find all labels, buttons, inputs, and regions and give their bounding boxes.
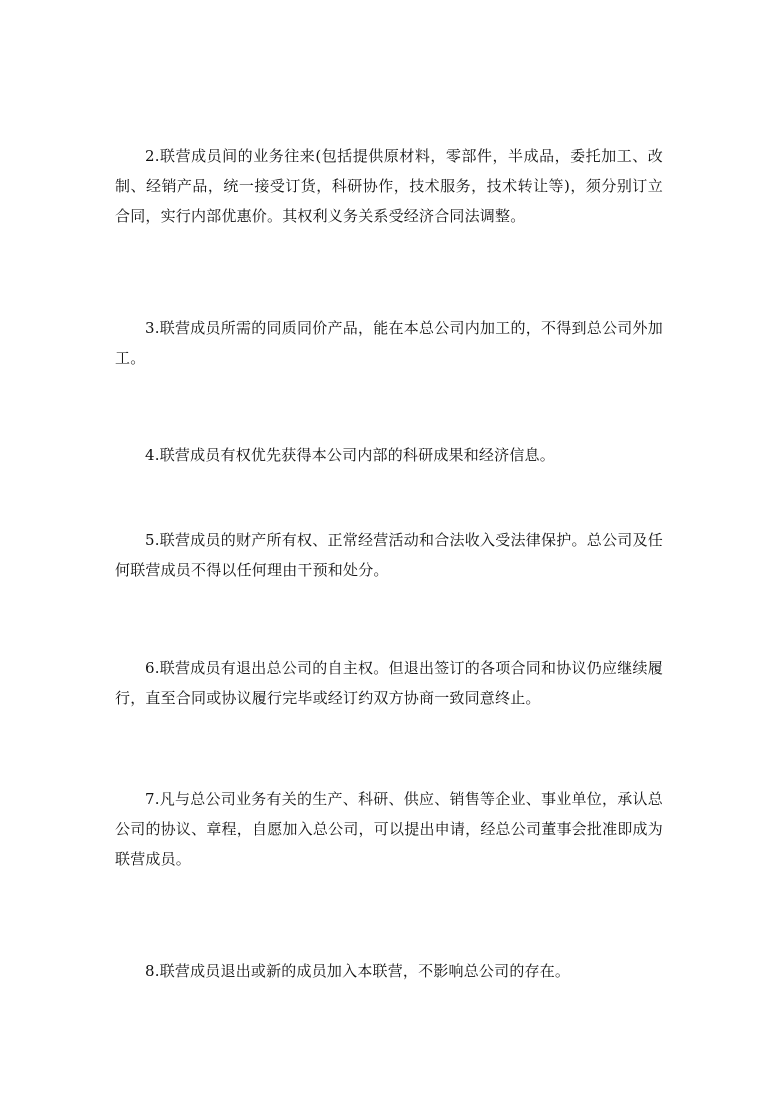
paragraph-clause-4: 4.联营成员有权优先获得本公司内部的科研成果和经济信息。 [145, 446, 555, 464]
paragraph-clause-3: 3.联营成员所需的同质同价产品，能在本总公司内加工的，不得到总公司外加工。 [115, 319, 663, 367]
paragraph-clause-6: 6.联营成员有退出总公司的自主权。但退出签订的各项合同和协议仍应继续履行，直至合同或协议履行完毕或经订约双方协商一致同意终止。 [115, 659, 663, 707]
paragraph-clause-8: 8.联营成员退出或新的成员加入本联营，不影响总公司的存在。 [145, 962, 571, 980]
paragraph-clause-5: 5.联营成员的财产所有权、正常经营活动和合法收入受法律保护。总公司及任何联营成员不得以任何理由干预和处分。 [115, 531, 663, 579]
paragraph-clause-7: 7.凡与总公司业务有关的生产、科研、供应、销售等企业、事业单位，承认总公司的协议、章程，自愿加入总公司，可以提出申请，经总公司董事会批准即成为联营成员。 [115, 790, 663, 868]
paragraph-clause-2: 2.联营成员间的业务往来(包括提供原材料，零部件，半成品，委托加工、改制、经销产品，统一接受订货，科研协作，技术服务，技术转让等)，须分别订立合同，实行内部优惠价。其权利义务关系受经济合同法调整。 [115, 147, 663, 225]
